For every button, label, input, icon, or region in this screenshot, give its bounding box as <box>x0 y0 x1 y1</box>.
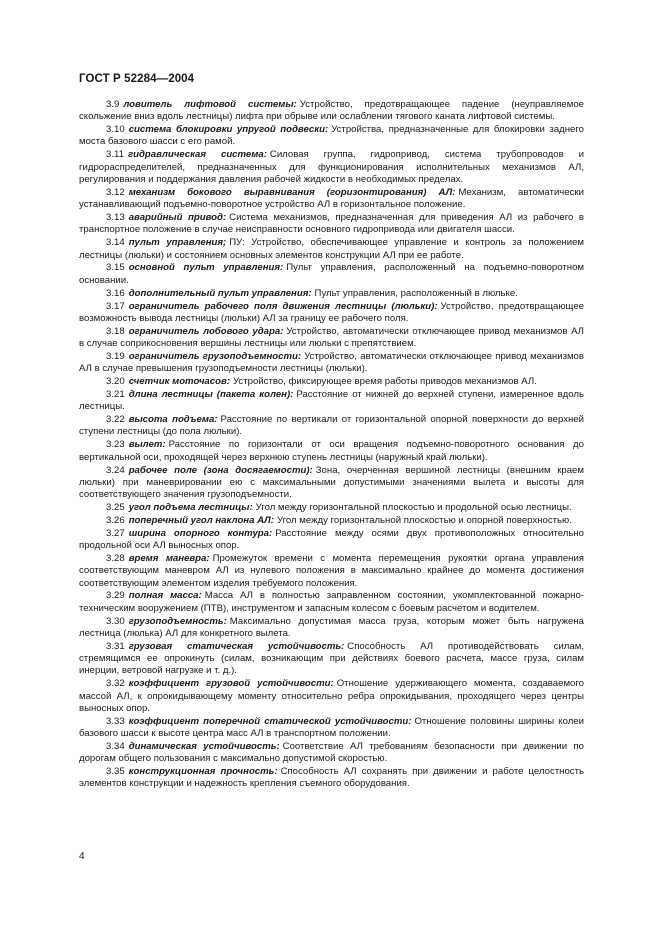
entry-term: высота подъема: <box>128 414 218 426</box>
definition-entry <box>79 237 584 262</box>
entry-term: время маневра: <box>128 552 210 564</box>
entry-number: 3.20 <box>106 376 125 388</box>
entry-term: основной пульт управления: <box>128 262 284 274</box>
definition-entry <box>79 414 584 439</box>
entry-number: 3.11 <box>106 149 124 161</box>
entry-number: 3.33 <box>106 715 125 727</box>
definition-entry <box>79 351 584 376</box>
entry-number: 3.19 <box>106 350 125 362</box>
definition-entry <box>79 678 584 715</box>
entry-term: длина лестницы (пакета колен): <box>128 388 294 400</box>
entry-definition: Угол между горизонтальной плоскостью и продольной осью лестницы. <box>255 502 572 513</box>
entry-definition: Способность АЛ сохранять при движении и работе целостность элементов конструкции и надежность крепления съемного оборудования. <box>79 766 584 790</box>
entry-number: 3.14 <box>106 237 125 249</box>
definition-entry <box>79 376 584 388</box>
entry-number: 3.27 <box>106 527 125 539</box>
entry-number: 3.12 <box>106 186 125 198</box>
entry-number: 3.16 <box>106 287 125 299</box>
definition-entry <box>79 439 584 464</box>
entry-number: 3.35 <box>106 766 125 778</box>
entry-definition: Пульт управления, расположенный на подъемно-поворотном основании. <box>79 262 584 286</box>
entry-number: 3.21 <box>106 388 125 400</box>
entry-definition: Расстояние по вертикали от горизонтальной опорной поверхности до верхней ступени лестницы (до пола люльки). <box>79 414 584 438</box>
entry-term: ограничитель лобового удара: <box>128 325 284 337</box>
entry-definition: Соответствие АЛ требованиям безопасности при движении по дорогам общего пользования с максимально допустимой скоростью. <box>79 740 584 765</box>
entry-number: 3.18 <box>106 325 125 337</box>
entry-term: угол подъема лестницы: <box>128 502 253 513</box>
definition-entry <box>79 716 584 741</box>
entry-definition: Силовая группа, гидропривод, система трубопроводов и гидрораспределителей, предназначенных для функционирования исполнительных механизмов АЛ, регулирования и поддержания давления рабочей жидкости в необходимых пределах. <box>79 149 584 185</box>
entry-definition: Угол между горизонтальной плоскостью и опорной поверхностью. <box>276 514 572 526</box>
entry-term: гидравлическая система: <box>127 149 267 161</box>
definition-entry <box>79 187 584 212</box>
entry-number: 3.23 <box>106 439 125 451</box>
entry-number: 3.15 <box>106 262 125 274</box>
entry-number: 3.31 <box>106 640 125 652</box>
definition-entry <box>79 99 584 124</box>
definition-entry <box>79 389 584 414</box>
entry-definition: Устройства, предназначенные для блокировки заднего моста базового шасси с его рамой. <box>79 124 584 148</box>
entry-number: 3.34 <box>106 740 125 752</box>
entry-number: 3.13 <box>106 212 125 224</box>
entry-term: конструкционная прочность: <box>128 766 278 778</box>
entry-term: коэффициент грузовой устойчивости: <box>128 678 334 690</box>
entry-term: механизм бокового выравнивания (горизонтирования) АЛ: <box>128 186 456 198</box>
entry-number: 3.26 <box>106 514 125 526</box>
entry-term: вылет: <box>128 439 166 451</box>
entry-number: 3.17 <box>106 300 125 312</box>
entry-number: 3.29 <box>106 590 125 602</box>
entry-definition: Устройство, автоматически отключающее привод механизмов АЛ в случае превышения грузоподъемности лестницы (люльки). <box>79 350 584 375</box>
definition-entry <box>79 326 584 351</box>
document-header: ГОСТ Р 52284—2004 <box>79 73 195 85</box>
entry-definition: Пульт управления, расположенный в люльке. <box>314 287 518 299</box>
definitions-list <box>79 99 584 791</box>
entry-number: 3.28 <box>106 552 125 564</box>
entry-number: 3.25 <box>106 502 125 513</box>
entry-term: полная масса: <box>128 590 202 602</box>
definition-entry <box>79 741 584 766</box>
definition-entry <box>79 301 584 326</box>
entry-term: динамическая устойчивость: <box>128 740 280 752</box>
entry-term: аварийный привод: <box>128 212 227 224</box>
entry-definition: Отношение удерживающего момента, создаваемого массой АЛ, к опрокидывающему моменту относительно ребра опрокидывания, проходящего через центры выносных опор. <box>79 678 584 714</box>
definition-entry <box>79 212 584 237</box>
entry-term: рабочее поле (зона досягаемости): <box>128 464 313 476</box>
entry-number: 3.32 <box>106 678 125 690</box>
entry-term: ширина опорного контура: <box>128 527 273 539</box>
entry-definition: Промежуток времени с момента перемещения рукоятки органа управления соответствующим маневром АЛ из нулевого положения в максимально крайнее до момента достижения соответствующим элементом изделия требуемого положения. <box>79 552 585 589</box>
entry-definition: Масса АЛ в полностью заправленном состоянии, укомплектованной пожарно-техническим вооружением (ПТВ), инструментом и запасным колесом с боевым расчетом и водителем. <box>79 590 584 614</box>
definition-entry <box>79 149 584 186</box>
entry-number: 3.9 <box>106 99 120 110</box>
definition-entry <box>79 515 584 527</box>
entry-number: 3.22 <box>106 414 125 426</box>
entry-term: поперечный угол наклона АЛ: <box>128 514 274 526</box>
entry-term: коэффициент поперечной статической устойчивости: <box>128 715 412 727</box>
entry-term: ловитель лифтовой системы: <box>123 99 297 110</box>
definition-entry <box>79 766 584 791</box>
entry-number: 3.24 <box>106 464 125 476</box>
entry-definition: Способность АЛ противодействовать силам, стремящимся ее опрокинуть (силам, возникающим при действиях боевого расчета, массе груза, силам инерции, ветровой нагрузке и т. д.). <box>79 640 584 677</box>
entry-definition: Расстояние от нижней до верхней ступени, измеренное вдоль лестницы. <box>79 388 584 413</box>
definition-entry <box>79 465 584 502</box>
definition-entry <box>79 590 584 615</box>
definition-entry <box>79 288 584 300</box>
definition-entry <box>79 553 584 590</box>
entry-definition: Зона, очерченная вершиной лестницы (внешним краем люльки) при маневрировании ею с максимальными допустимыми значениями вылета и высоты для соответствующего значения грузоподъемности. <box>79 464 584 501</box>
entry-definition: Устройство, фиксирующее время работы приводов механизмов АЛ. <box>232 376 537 388</box>
entry-number: 3.10 <box>106 124 125 136</box>
page-number: 4 <box>79 851 85 862</box>
entry-definition: Механизм, автоматически устанавливающий подъемно-поворотное устройство АЛ в горизонтальное положение. <box>79 186 584 211</box>
entry-definition: Устройство, предотвращающее возможность вывода лестницы (люльки) АЛ за границу ее рабочего поля. <box>79 300 584 324</box>
definition-entry <box>79 262 584 287</box>
definition-entry <box>79 528 584 553</box>
definition-entry <box>79 641 584 678</box>
entry-definition: ПУ: Устройство, обеспечивающее управление и контроль за положением лестницы (люльки) и состоянием основных элементов конструкции АЛ при ее работе. <box>79 237 584 261</box>
entry-term: грузоподъемность: <box>128 615 227 627</box>
entry-definition: Устройство, предотвращающее падение (неуправляемое скольжение вниз вдоль лестницы) лифта при обрыве или ослаблении тягового каната лифтовой системы. <box>79 99 584 123</box>
entry-number: 3.30 <box>106 615 125 627</box>
definition-entry <box>79 616 584 641</box>
entry-term: дополнительный пульт управления: <box>128 287 312 299</box>
entry-term: грузовая статическая устойчивость: <box>128 640 345 652</box>
entry-definition: Устройство, автоматически отключающее привод механизмов АЛ в случае соприкосновения вершины лестницы или люльки с препятствием. <box>79 325 584 349</box>
entry-definition: Максимально допустимая масса груза, которым может быть нагружена лестница (люлька) АЛ для конкретного вылета. <box>79 615 584 639</box>
definition-entry <box>79 502 584 514</box>
entry-term: ограничитель грузоподъемности: <box>128 350 302 362</box>
entry-definition: Отношение половины ширины колеи базового шасси к высоте центра масс АЛ в транспортном положении. <box>79 715 584 740</box>
definition-entry <box>79 124 584 149</box>
entry-term: счетчик моточасов: <box>128 376 230 388</box>
entry-term: пульт управления; <box>128 237 227 249</box>
entry-term: ограничитель рабочего поля движения лестницы (люльки): <box>128 300 438 312</box>
entry-definition: Расстояние по горизонтали от оси вращения подъемно-поворотного основания до вертикальной оси, проходящей через верхнюю ступень лестницы (наружный край люльки). <box>79 439 584 463</box>
entry-definition: Система механизмов, предназначенная для приведения АЛ из рабочего в транспортное положение в случае неисправности основного гидропривода или двигателя шасси. <box>79 212 584 236</box>
entry-term: система блокировки упругой подвески: <box>128 124 329 136</box>
entry-definition: Расстояние между осями двух противоположных относительно продольной оси АЛ выносных опор. <box>79 527 584 552</box>
